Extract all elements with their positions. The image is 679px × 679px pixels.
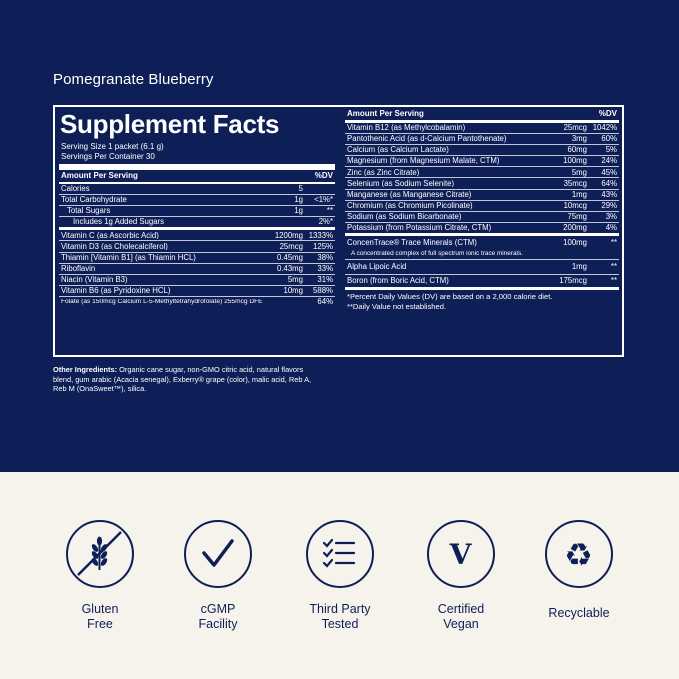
nutrient-amount: 100mg (563, 156, 587, 166)
footnote-dv: *Percent Daily Values (DV) are based on a 2,000 calorie diet. (347, 292, 553, 302)
nutrient-name: Niacin (Vitamin B3) (61, 275, 128, 284)
nutrient-name: Boron (from Boric Acid, CTM) (347, 277, 449, 285)
nutrient-amount: 100mg (563, 238, 587, 248)
right-header (345, 107, 619, 123)
badge-vegan (406, 520, 516, 632)
header-dv: %DV (314, 171, 333, 180)
nutrient-row (59, 195, 335, 206)
nutrient-dv: 1042% (592, 123, 617, 133)
nutrient-row (345, 167, 619, 178)
nutrient-amount: 1g (294, 195, 303, 205)
nutrient-amount: 200mg (563, 222, 587, 232)
nutrient-dv: 125% (313, 241, 333, 251)
nutrient-dv: ** (326, 206, 333, 216)
ingredients-label: Other Ingredients: (53, 365, 118, 374)
nutrient-row (59, 230, 335, 241)
nutrient-name: Total Sugars (67, 207, 111, 216)
nutrient-dv: ** (610, 276, 617, 286)
nutrient-name: Total Carbohydrate (61, 196, 127, 205)
badge-cgmp (163, 520, 273, 632)
nutrient-amount: 5mg (571, 167, 587, 177)
nutrient-dv: 5% (605, 145, 617, 155)
nutrient-amount: 60mg (567, 145, 587, 155)
nutrient-dv: 1333% (308, 230, 333, 240)
nutrient-name: Pantothenic Acid (as d-Calcium Pantothenate) (347, 135, 507, 144)
nutrient-name: Selenium (as Sodium Selenite) (347, 179, 455, 188)
nutrient-dv: 33% (317, 263, 333, 273)
nutrient-row (59, 286, 335, 297)
header-label: Amount Per Serving (61, 171, 138, 180)
nutrient-dv: 588% (313, 285, 333, 295)
nutrient-row (59, 275, 335, 286)
vegan-v-icon (427, 520, 495, 588)
recycle-glyph: ♻ (564, 536, 593, 574)
nutrient-row (345, 190, 619, 201)
nutrient-row (59, 297, 335, 307)
supplement-facts-box (53, 105, 624, 357)
left-column (59, 107, 335, 307)
nutrient-name: Potassium (from Potassium Citrate, CTM) (347, 223, 492, 232)
nutrient-row (59, 184, 335, 195)
nutrient-amount: 1200mg (274, 230, 303, 240)
nutrient-dv: 64% (317, 297, 333, 307)
nutrient-name: Includes 1g Added Sugars (73, 218, 165, 227)
nutrient-name: Vitamin B6 (as Pyridoxine HCL) (61, 286, 171, 295)
nutrient-name: Chromium (as Chromium Picolinate) (347, 201, 473, 210)
nutrient-row (59, 253, 335, 264)
nutrient-dv: 29% (601, 200, 617, 210)
nutrient-amount: 1mg (571, 189, 587, 199)
nutrient-dv: ** (610, 238, 617, 248)
nutrient-dv: 31% (317, 274, 333, 284)
nutrient-row (59, 217, 335, 230)
serving-size: Serving Size 1 packet (6.1 g) (61, 142, 164, 151)
nutrient-name: Calories (61, 185, 90, 193)
badges-section (0, 472, 679, 679)
nutrient-name: Folate (as 150mcg Calcium L-5-Methyltetrahydrofolate) 255mcg DFE (61, 298, 263, 305)
nutrient-row (345, 212, 619, 223)
nutrient-name: Vitamin C (as Ascorbic Acid) (61, 231, 159, 240)
nutrient-amount: 0.43mg (276, 263, 303, 273)
nutrient-amount: 175mcg (559, 276, 587, 286)
nutrient-row (345, 223, 619, 236)
footnote-not-established: **Daily Value not established. (347, 302, 447, 312)
nutrient-amount: 35mcg (563, 178, 587, 188)
badge-label: cGMP Facility (198, 602, 238, 631)
nutrient-name: Vitamin D3 (as Cholecalciferol) (61, 242, 168, 251)
servings-per-container: Servings Per Container 30 (61, 152, 155, 161)
nutrient-name: Calcium (as Calcium Lactate) (347, 146, 449, 155)
nutrient-dv: 64% (601, 178, 617, 188)
concentrace-note: A concentrated complex of full spectrum ionic trace minerals. (345, 248, 619, 260)
right-column (345, 107, 619, 312)
nutrient-row (345, 178, 619, 189)
nutrient-row (345, 156, 619, 167)
nutrient-row (345, 123, 619, 134)
nutrient-dv: 38% (317, 252, 333, 262)
badge-recyclable (524, 520, 634, 621)
checklist-icon (306, 520, 374, 588)
nutrient-amount: 0.45mg (276, 252, 303, 262)
nutrient-name: Manganese (as Manganese Citrate) (347, 190, 472, 199)
nutrient-row (59, 264, 335, 275)
nutrient-name: Riboflavin (61, 264, 96, 273)
nutrient-name: Vitamin B12 (as Methylcobalamin) (347, 124, 466, 132)
nutrient-dv: ** (610, 262, 617, 272)
badge-gluten-free (45, 520, 155, 632)
facts-title: Supplement Facts (60, 109, 280, 139)
nutrient-amount: 5 (298, 184, 303, 194)
nutrient-name: Thiamin [Vitamin B1] (as Thiamin HCL) (61, 253, 196, 262)
header-label: Amount Per Serving (347, 109, 424, 118)
nutrient-amount: 25mcg (563, 123, 587, 133)
nutrient-row (345, 134, 619, 145)
wheat-crossed-icon (66, 520, 134, 588)
header-dv: %DV (598, 109, 617, 118)
nutrient-row (345, 260, 619, 275)
nutrient-name: Zinc (as Zinc Citrate) (347, 168, 420, 177)
nutrient-row (59, 206, 335, 217)
nutrient-dv: <1%* (314, 195, 333, 205)
ingredients-text: Organic cane sugar, non-GMO citric acid, natural flavors blend, gum arabic (Acacia senegal), Exberry® grape (color), malic acid, Reb A, Reb M (OnaSweet™), silica. (53, 365, 312, 393)
other-ingredients (53, 365, 319, 394)
nutrient-row (59, 241, 335, 252)
nutrient-dv: 2%* (318, 217, 333, 227)
badge-third-party (285, 520, 395, 632)
flavor-name: Pomegranate Blueberry (53, 71, 214, 88)
nutrient-row (345, 201, 619, 212)
nutrient-name: Alpha Lipoic Acid (347, 263, 407, 271)
badge-label: Third Party Tested (309, 602, 371, 631)
nutrient-dv: 24% (601, 156, 617, 166)
badge-label: Certified Vegan (437, 602, 485, 631)
checkmark-icon (184, 520, 252, 588)
left-header (59, 170, 335, 184)
nutrient-dv: 4% (605, 222, 617, 232)
nutrient-dv: 60% (601, 134, 617, 144)
badge-label: Gluten Free (81, 602, 119, 631)
nutrient-name: Sodium (as Sodium Bicarbonate) (347, 212, 462, 221)
nutrient-row (345, 275, 619, 290)
recycle-icon (545, 520, 613, 588)
nutrient-dv: 45% (601, 167, 617, 177)
nutrient-amount: 1g (294, 206, 303, 216)
nutrient-dv: 43% (601, 189, 617, 199)
nutrient-amount: 1mg (571, 262, 587, 272)
concentrace-row (345, 238, 619, 248)
vegan-glyph: V (449, 538, 472, 571)
nutrient-amount: 75mg (567, 211, 587, 221)
nutrient-row (345, 145, 619, 156)
nutrient-amount: 3mg (571, 134, 587, 144)
nutrient-amount: 10mcg (563, 200, 587, 210)
nutrient-amount: 10mg (283, 285, 303, 295)
nutrient-name: ConcenTrace® Trace Minerals (CTM) (347, 239, 477, 247)
badge-label: Recyclable (548, 606, 610, 620)
nutrient-amount: 5mg (287, 274, 303, 284)
nutrient-name: Magnesium (from Magnesium Malate, CTM) (347, 157, 500, 166)
nutrient-dv: 3% (605, 211, 617, 221)
nutrient-amount: 25mcg (279, 241, 303, 251)
